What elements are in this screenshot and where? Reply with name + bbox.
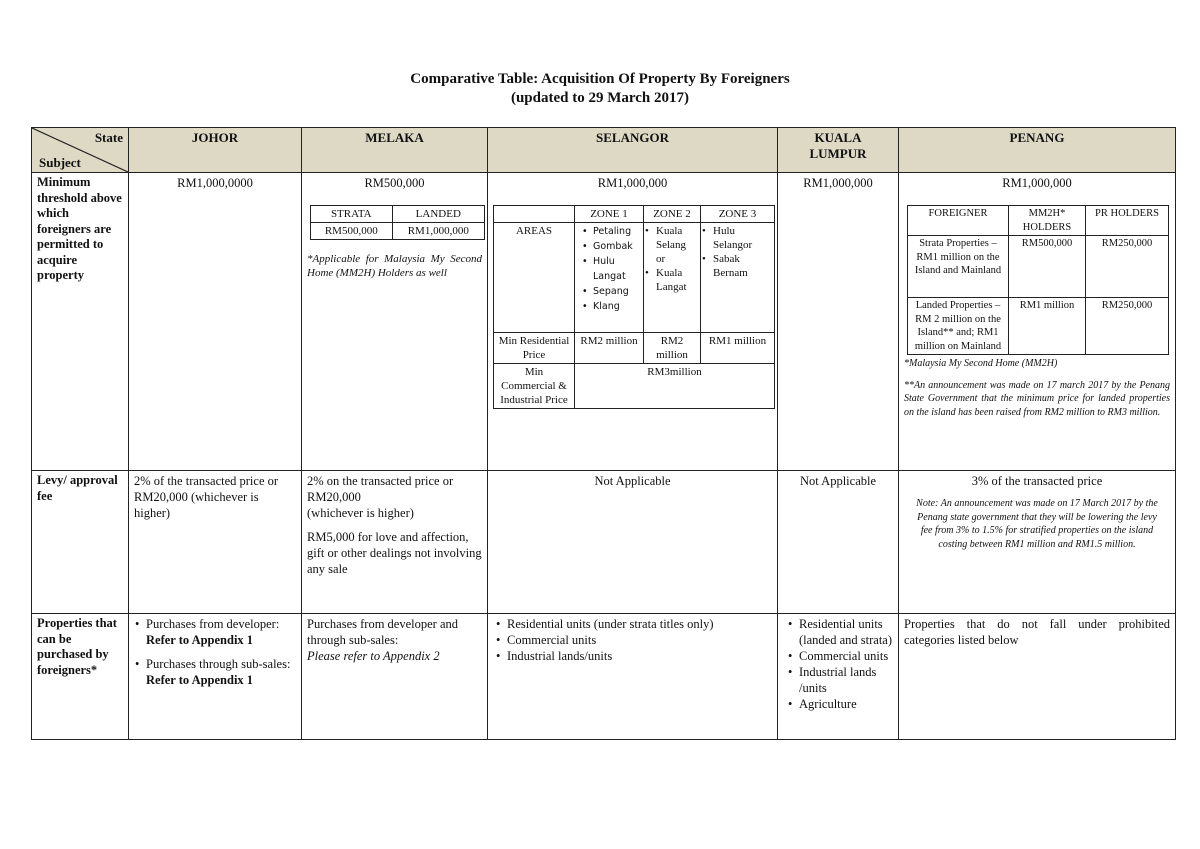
melaka-landed-header: LANDED [392,206,484,223]
list-item: • Gombak [593,239,639,254]
list-item: • Purchases through sub-sales: Refer to Appendix 1 [146,656,296,688]
list-item: • Klang [593,299,639,314]
list-item: • Petaling [593,224,639,239]
comparison-table [31,127,1176,740]
list-item: • Residential units (under strata titles only) [507,616,772,632]
melaka-properties-ref: Please refer to Appendix 2 [307,649,440,663]
header-penang: PENANG [899,128,1176,173]
list-item: • Commercial units [507,632,772,648]
header-selangor: SELANGOR [488,128,778,173]
melaka-strata-value: RM500,000 [311,223,393,240]
melaka-properties-cell [302,614,488,740]
johor-ref-appendix-1b: Refer to Appendix 1 [146,673,254,687]
table-row-threshold [32,173,1176,471]
zone-1-header: ZONE 1 [575,206,644,223]
header-melaka: MELAKA [302,128,488,173]
penang-foreigner-header: FOREIGNER [908,206,1009,236]
johor-properties-cell [129,614,302,740]
melaka-threshold-cell [302,173,488,471]
johor-threshold: RM1,000,0000 [129,173,302,471]
list-item: • Sabak Bernam [713,252,770,280]
header-row [32,128,1176,173]
header-kuala-lumpur: KUALA LUMPUR [778,128,899,173]
selangor-threshold-value: RM1,000,000 [597,176,668,190]
header-johor: JOHOR [129,128,302,173]
selangor-zone-table [493,205,775,409]
title-line-1: Comparative Table: Acquisition Of Property By Foreigners [410,71,790,87]
melaka-properties-text: Purchases from developer and through sub-sales: [307,617,458,647]
zone-3-header: ZONE 3 [701,206,775,223]
penang-strata-mm2h: RM500,000 [1009,236,1086,298]
zone-3-min-residential: RM1 million [701,333,775,364]
penang-pr-header: PR HOLDERS [1086,206,1169,236]
header-corner-cell [32,128,129,173]
penang-levy-cell [899,471,1176,614]
row-label-threshold: Minimum threshold above which foreigners are permitted to acquire property [32,173,129,471]
johor-ref-appendix-1: Refer to Appendix 1 [146,633,254,647]
melaka-levy-p3: RM5,000 for love and affection, gift or other dealings not involving any sale [307,530,482,576]
row-label-levy: Levy/ approval fee [32,471,129,614]
list-item: • Kuala Langat [656,266,696,294]
selangor-properties-cell [488,614,778,740]
row-label-properties: Properties that can be purchased by foreigners* [32,614,129,740]
penang-levy-value: 3% of the transacted price [971,474,1103,488]
list-item: • Kuala Selang or [656,224,696,266]
zone-1-min-residential: RM2 million [575,333,644,364]
zone-2-areas [644,223,701,333]
melaka-levy-p2: (whichever is higher) [307,506,414,520]
list-item: • Hulu Langat [593,254,639,284]
list-item: • Commercial units [799,648,893,664]
list-item: • Purchases from developer: Refer to Appendix 1 [146,616,296,648]
list-item: • Sepang [593,284,639,299]
header-state: State [94,130,123,145]
title-line-2: (updated to 29 March 2017) [510,90,690,106]
zone-2-min-residential: RM2 million [644,333,701,364]
penang-strata-label: Strata Properties – RM1 million on the Island and Mainland [908,236,1009,298]
melaka-levy-cell [302,471,488,614]
penang-announcement-note: **An announcement was made on 17 march 2017 by the Penang State Government that the minimum price for landed properties on the island has been raised from RM2 million to RM3 million. [904,379,1170,418]
list-item: • Hulu Selangor [713,224,770,252]
kl-threshold: RM1,000,000 [778,173,899,471]
penang-landed-mm2h: RM1 million [1009,298,1086,355]
penang-threshold-cell [899,173,1176,471]
penang-threshold-table [907,205,1169,355]
melaka-landed-value: RM1,000,000 [392,223,484,240]
kl-properties-cell [778,614,899,740]
zone-2-header: ZONE 2 [644,206,701,223]
melaka-mm2h-note: *Applicable for Malaysia My Second Home (MM2H) Holders as well [307,253,482,279]
melaka-threshold-table [310,205,485,240]
penang-strata-pr: RM250,000 [1086,236,1169,298]
penang-levy-note: Note: An announcement was made on 17 March 2017 by the Penang state government that they will be lowering the levy fee from 3% to 1.5% for stratified properties on the island costing between RM1 million and RM1.5 million. [916,498,1158,550]
selangor-threshold-cell [488,173,778,471]
selangor-levy: Not Applicable [488,471,778,614]
penang-threshold-value: RM1,000,000 [1002,176,1072,190]
melaka-levy-p1: 2% on the transacted price or RM20,000 [307,474,454,504]
table-row-properties [32,614,1176,740]
list-item: • Agriculture [799,696,893,712]
min-residential-label: Min Residential Price [494,333,575,364]
areas-label: AREAS [494,223,575,333]
penang-landed-pr: RM250,000 [1086,298,1169,355]
min-commercial-label: Min Commercial & Industrial Price [494,364,575,409]
kl-levy: Not Applicable [778,471,899,614]
list-item: • Residential units (landed and strata) [799,616,893,648]
penang-mm2h-note: *Malaysia My Second Home (MM2H) [904,358,1058,369]
list-item: • Industrial lands/units [507,648,772,664]
melaka-threshold-value: RM500,000 [364,176,425,190]
melaka-strata-header: STRATA [311,206,393,223]
johor-levy: 2% of the transacted price or RM20,000 (whichever is higher) [129,471,302,614]
penang-mm2h-header: MM2H* HOLDERS [1009,206,1086,236]
penang-landed-label: Landed Properties – RM 2 million on the Island** and; RM1 million on Mainland [908,298,1009,355]
zone-3-areas [701,223,775,333]
table-row-levy [32,471,1176,614]
document-title [0,70,1200,108]
penang-properties: Properties that do not fall under prohibited categories listed below [899,614,1176,740]
min-commercial-value: RM3million [575,364,775,409]
list-item: • Industrial lands /units [799,664,893,696]
zone-1-areas [575,223,644,333]
header-subject: Subject [39,155,81,170]
